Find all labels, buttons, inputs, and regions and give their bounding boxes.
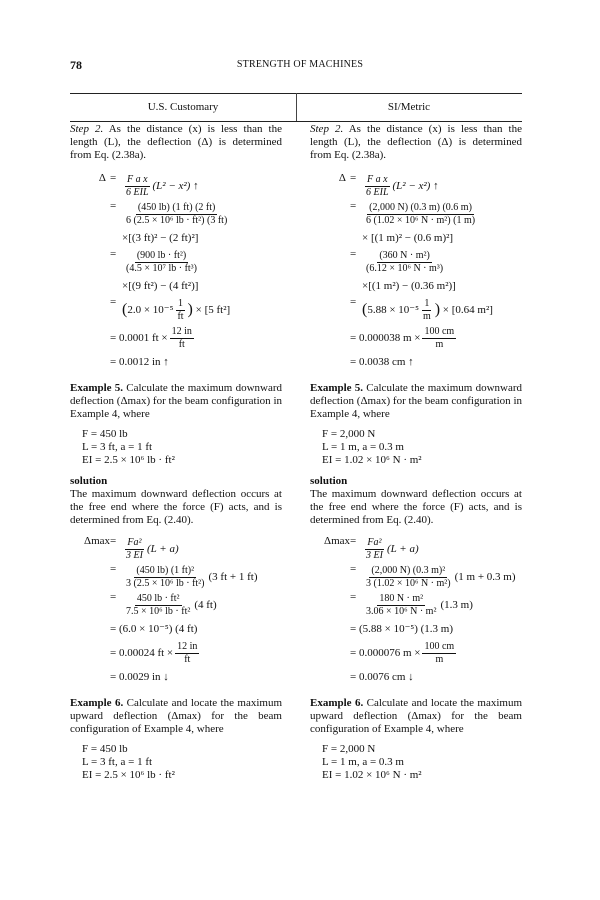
step2-paragraph	[70, 123, 282, 162]
example-6-given-si: F = 2,000 N L = 1 m, a = 0.3 m EI = 1.02 × 10⁶ N · m²	[322, 743, 422, 781]
equation-step-4-si: = 0.000038 m × $\frac{100 cm}{m}$	[350, 325, 455, 350]
equation-max-step-2: = $\frac{\text{450 lb · ft²}}{\text{7.5 × 10⁶ lb · ft²}}$ (4 ft)	[110, 591, 217, 617]
solution-text-si: The maximum downward deflection occurs at the free end where the force (F) acts, and is determined from Eq. (2.40).	[310, 488, 522, 526]
delta-lhs: Δ	[98, 172, 106, 184]
equation-delta-max-si: Δmax = $\frac{\text{Fa²}}{3 EI}$ (L + a)	[324, 535, 419, 561]
delta-fraction: $\frac{\text{F a x}}{\text{6 EIL}}$	[126, 173, 149, 198]
si-metric-heading: SI/Metric	[387, 101, 431, 113]
equation-step-1: = $\frac{(450 lb) (1 ft) (2 ft)}{\text{6 (2.5 × 10⁶ lb · ft²) (3 ft)}}$	[110, 200, 228, 226]
si-column	[310, 123, 522, 782]
solution-text: The maximum downward deflection occurs at the free end where the force (F) acts, and is determined from Eq. (2.40).	[70, 488, 282, 526]
equation-delta-si: Δ = $\frac{\text{F a x}}{\text{6 EIL}}$ (L² − x²) ↑	[338, 172, 439, 198]
page-number: 78	[70, 58, 82, 72]
equation-step-2-si: = $\frac{\text{(360 N · m²)}}{\text{(6.12 × 10⁶ N · m³)}}$	[350, 248, 444, 274]
example-6-given: F = 450 lb L = 3 ft, a = 1 ft EI = 2.5 × 10⁶ lb · ft²	[82, 743, 175, 781]
equation-max-result-si: = 0.0076 cm ↓	[350, 670, 414, 683]
equation-step-3-si: = ( 5.88 × 10⁻⁵ $\frac{1}{m}$ ) × [0.64 m²]	[350, 296, 493, 322]
example-5-given-si: F = 2,000 N L = 1 m, a = 0.3 m EI = 1.02 × 10⁶ N · m²	[322, 428, 422, 466]
equation-step-2-tail-si: ×[(1 m²) − (0.36 m²)]	[362, 279, 456, 292]
equation-delta: Δ = $\frac{\text{F a x}}{\text{6 EIL}}$ (L² − x²) ↑	[70, 172, 282, 200]
example-5-given: F = 450 lb L = 3 ft, a = 1 ft EI = 2.5 × 10⁶ lb · ft²	[82, 428, 175, 466]
solution-label-si: solution	[310, 475, 348, 487]
solution-label: solution	[70, 475, 108, 487]
equation-max-step-2-si: = $\frac{\text{180 N · m²}}{\text{3.06 × 10⁶ N · m²}}$ (1.3 m)	[350, 591, 473, 617]
equation-max-step-3: = (6.0 × 10⁻⁵) (4 ft)	[110, 622, 198, 635]
equation-max-step-3-si: = (5.88 × 10⁻⁵) (1.3 m)	[350, 622, 454, 635]
step2-label: Step 2.	[70, 123, 104, 135]
step2-paragraph-si: Step 2. As the distance (x) is less than the length (L), the deflection (Δ) is determined from Eq. (2.38a).	[310, 123, 522, 161]
equation-step-3: = ( 2.0 × 10⁻⁵ $\frac{1}{ft}$ ) × [5 ft²]	[110, 296, 231, 322]
equation-delta-max: Δmax = $\frac{\text{Fa²}}{3 EI}$ (L + a)	[84, 535, 179, 561]
equation-step-1-tail-si: × [(1 m)² − (0.6 m)²]	[362, 231, 454, 244]
equation-max-step-1: = $\frac{\text{(450 lb) (1 ft)²}}{\text{3 (2.5 × 10⁶ lb · ft²)}}$ (3 ft + 1 ft)	[110, 563, 258, 589]
equation-max-step-4: = 0.00024 ft × $\frac{12 in}{ft}$	[110, 640, 198, 665]
step2-text: As the distance (x) is less than the length (L), the deflection (Δ) is determined from Eq. (2.38a).	[70, 123, 282, 161]
equation-max-result: = 0.0029 in ↓	[110, 670, 169, 683]
running-head: STRENGTH OF MACHINES	[236, 59, 364, 70]
heading-rule	[70, 121, 522, 122]
us-customary-heading: U.S. Customary	[147, 101, 219, 113]
equation-result: = 0.0012 in ↑	[110, 355, 169, 368]
equation-max-step-4-si: = 0.000076 m × $\frac{100 cm}{m}$	[350, 640, 455, 665]
equation-step-2: = $\frac{\text{(900 lb · ft²)}}{\text{(4.5 × 10⁷ lb · ft³)}}$	[110, 248, 198, 274]
us-column	[70, 123, 282, 782]
example-5-paragraph: Example 5. Calculate the maximum downward deflection (Δmax) for the beam configuration in Example 4, where	[70, 382, 282, 420]
equation-step-2-tail: ×[(9 ft²) − (4 ft²)]	[122, 279, 199, 292]
example-6-paragraph-si: Example 6. Calculate and locate the maximum upward deflection (Δmax) for the beam configuration of Example 4, where	[310, 697, 522, 735]
equation-result-si: = 0.0038 cm ↑	[350, 355, 414, 368]
equation-step-1-tail: ×[(3 ft)² − (2 ft)²]	[122, 231, 199, 244]
equation-max-step-1-si: = $\frac{\text{(2,000 N) (0.3 m)²}}{\text{3 (1.02 × 10⁶ N · m²)}}$ (1 m + 0.3 m)	[350, 563, 516, 589]
example-6-paragraph: Example 6. Calculate and locate the maximum upward deflection (Δmax) for the beam configuration of Example 4, where	[70, 697, 282, 735]
example-5-paragraph-si: Example 5. Calculate the maximum downward deflection (Δmax) for the beam configuration in Example 4, where	[310, 382, 522, 420]
equation-step-4: = 0.0001 ft × $\frac{12 in}{ft}$	[110, 325, 192, 350]
equation-step-1-si: = $\frac{(2,000 N) (0.3 m) (0.6 m)}{\text{6 (1.02 × 10⁶ N · m²) (1 m)}}$	[350, 200, 476, 226]
